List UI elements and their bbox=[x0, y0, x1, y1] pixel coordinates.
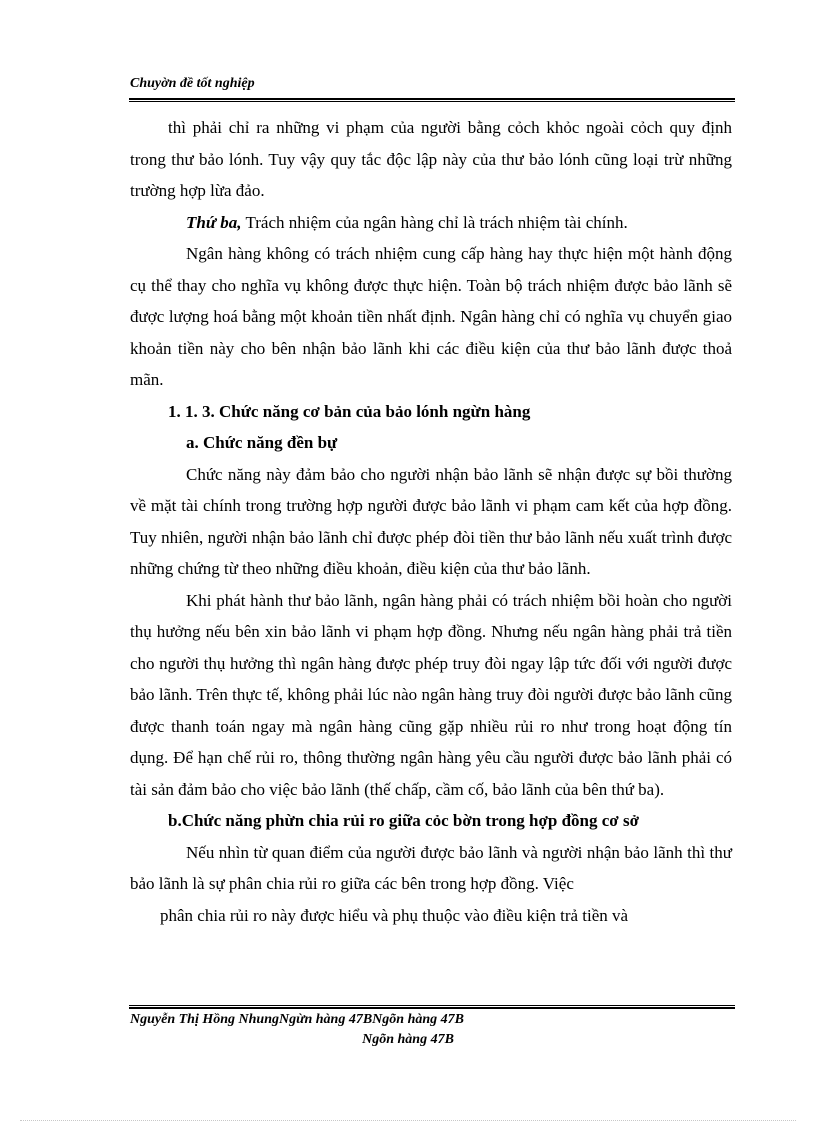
page-footer-line2: Ngõn hàng 47B bbox=[362, 1032, 454, 1047]
subsection-heading: b.Chức năng phừn chia rủi ro giữa cỏc bờn trong hợp đồng cơ sở bbox=[168, 811, 640, 830]
header-rule bbox=[129, 98, 735, 102]
paragraph: phân chia rủi ro này được hiểu và phụ thuộc vào điều kiện trả tiền và bbox=[160, 905, 629, 925]
footer-rule bbox=[129, 1005, 735, 1009]
page-edge-divider bbox=[20, 1120, 796, 1121]
subsection-heading: a. Chức năng đền bự bbox=[186, 433, 338, 452]
paragraph: thì phải chỉ ra những vi phạm của người bằng cỏch khỏc ngoài cỏch quy định trong thư bảo lónh. Tuy vậy quy tắc độc lập này của thư bảo lónh cũng loại trừ những trường hợp lừa đảo. bbox=[130, 118, 732, 200]
page-footer: Nguyễn Thị Hồng NhungNgừn hàng 47BNgõn hàng 47B bbox=[130, 1012, 464, 1027]
document-body bbox=[130, 112, 732, 931]
paragraph bbox=[130, 207, 732, 239]
paragraph: Khi phát hành thư bảo lãnh, ngân hàng phải có trách nhiệm bồi hoàn cho người thụ hưởng nếu bên xin bảo lãnh vi phạm hợp đồng. Nhưng nếu ngân hàng phải trả tiền cho người thụ hưởng thì ngân hàng được phép truy đòi ngay lập tức đối với người được bảo lãnh. Trên thực tế, không phải lúc nào ngân hàng truy đòi người được bảo lãnh cũng được thanh toán ngay mà ngân hàng cũng gặp nhiều rủi ro như trong hoạt động tín dụng. Để hạn chế rủi ro, thông thường ngân hàng yêu cầu người được bảo lãnh phải có tài sản đảm bảo cho việc bảo lãnh (thế chấp, cầm cố, bảo lãnh của bên thứ ba). bbox=[130, 590, 732, 799]
paragraph: Ngân hàng không có trách nhiệm cung cấp hàng hay thực hiện một hành động cụ thể thay cho nghĩa vụ không được thực hiện. Toàn bộ trách nhiệm được bảo lãnh sẽ được lượng hoá bằng một khoản tiền nhất định. Ngân hàng chỉ có nghĩa vụ chuyển giao khoản tiền này cho bên nhận bảo lãnh khi các điều kiện của thư bảo lãnh được thoả mãn. bbox=[130, 244, 732, 389]
emphasis-label: Thứ ba, bbox=[186, 212, 242, 232]
paragraph: Chức năng này đảm bảo cho người nhận bảo lãnh sẽ nhận được sự bồi thường về mặt tài chính trong trường hợp người được bảo lãnh vi phạm cam kết của hợp đồng. Tuy nhiên, người nhận bảo lãnh chỉ được phép đòi tiền thư bảo lãnh nếu xuất trình được những chứng từ theo những điều khoản, điều kiện của thư bảo lãnh. bbox=[130, 464, 732, 578]
paragraph-text: Trách nhiệm của ngân hàng chỉ là trách nhiệm tài chính. bbox=[245, 212, 628, 232]
section-heading: 1. 1. 3. Chức năng cơ bản của bảo lónh ngừn hàng bbox=[168, 401, 531, 421]
page-header: Chuyờn đề tốt nghiệp bbox=[130, 76, 255, 91]
paragraph: Nếu nhìn từ quan điểm của người được bảo lãnh và người nhận bảo lãnh thì thư bảo lãnh là sự phân chia rủi ro giữa các bên trong hợp đồng. Việc bbox=[130, 842, 732, 893]
